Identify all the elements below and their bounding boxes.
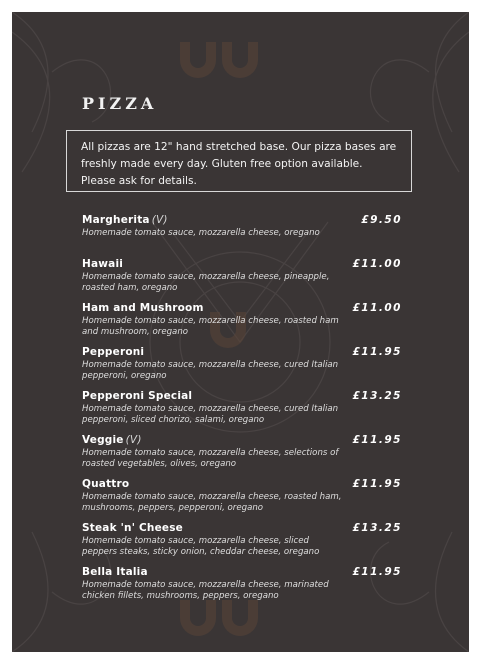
item-description: Homemade tomato sauce, mozzarella cheese, roasted ham and mushroom, oregano <box>82 316 339 337</box>
item-name: Bella Italia <box>82 566 148 578</box>
menu-item-quattro <box>82 478 402 522</box>
item-price: £11.00 <box>352 302 402 314</box>
item-description: Homemade tomato sauce, mozzarella cheese, cured Italian pepperoni, oregano <box>82 360 339 381</box>
menu-card <box>12 12 469 652</box>
vegetarian-tag: (V) <box>151 214 168 226</box>
menu-item-veggie <box>82 434 402 478</box>
item-description: Homemade tomato sauce, mozzarella cheese, sliced peppers steaks, sticky onion, cheddar cheese, oregano <box>82 536 320 557</box>
menu-item-ham-and-mushroom <box>82 302 402 346</box>
item-name: Margherita <box>82 214 150 226</box>
item-description: Homemade tomato sauce, mozzarella cheese, pineapple, roasted ham, oregano <box>82 272 330 293</box>
vegetarian-tag: (V) <box>125 434 142 446</box>
item-price: £11.95 <box>352 478 402 490</box>
menu-item-steak-n-cheese <box>82 522 402 566</box>
item-name: Pepperoni Special <box>82 390 193 402</box>
item-description: Homemade tomato sauce, mozzarella cheese, marinated chicken fillets, mushrooms, peppers, oregano <box>82 580 329 601</box>
item-price: £13.25 <box>352 390 402 402</box>
item-name: Quattro <box>82 478 130 490</box>
item-name: Veggie <box>82 434 124 446</box>
item-description: Homemade tomato sauce, mozzarella cheese, oregano <box>82 228 320 238</box>
item-description: Homemade tomato sauce, mozzarella cheese, roasted ham, mushrooms, peppers, pepperoni, oregano <box>82 492 342 513</box>
item-price: £13.25 <box>352 522 402 534</box>
item-price: £9.50 <box>361 214 402 226</box>
menu-item-pepperoni <box>82 346 402 390</box>
menu-item-hawaii <box>82 258 402 302</box>
pizza-menu-list <box>82 214 402 610</box>
item-description: Homemade tomato sauce, mozzarella cheese, selections of roasted vegetables, olives, oregano <box>82 448 339 469</box>
item-name: Hawaii <box>82 258 124 270</box>
item-price: £11.00 <box>352 258 402 270</box>
item-price: £11.95 <box>352 434 402 446</box>
menu-item-pepperoni-special <box>82 390 402 434</box>
item-description: Homemade tomato sauce, mozzarella cheese, cured Italian pepperoni, sliced chorizo, salami, oregano <box>82 404 339 425</box>
item-price: £11.95 <box>352 346 402 358</box>
page-title: PIZZA <box>82 94 158 113</box>
item-price: £11.95 <box>352 566 402 578</box>
menu-item-bella-italia <box>82 566 402 610</box>
pizza-note-box: All pizzas are 12" hand stretched base. Our pizza bases are freshly made every day. Gluten free option available. Please ask for details. <box>66 130 412 192</box>
item-name: Ham and Mushroom <box>82 302 204 314</box>
menu-item-margherita <box>82 214 402 258</box>
item-name: Pepperoni <box>82 346 145 358</box>
item-name: Steak 'n' Cheese <box>82 522 183 534</box>
